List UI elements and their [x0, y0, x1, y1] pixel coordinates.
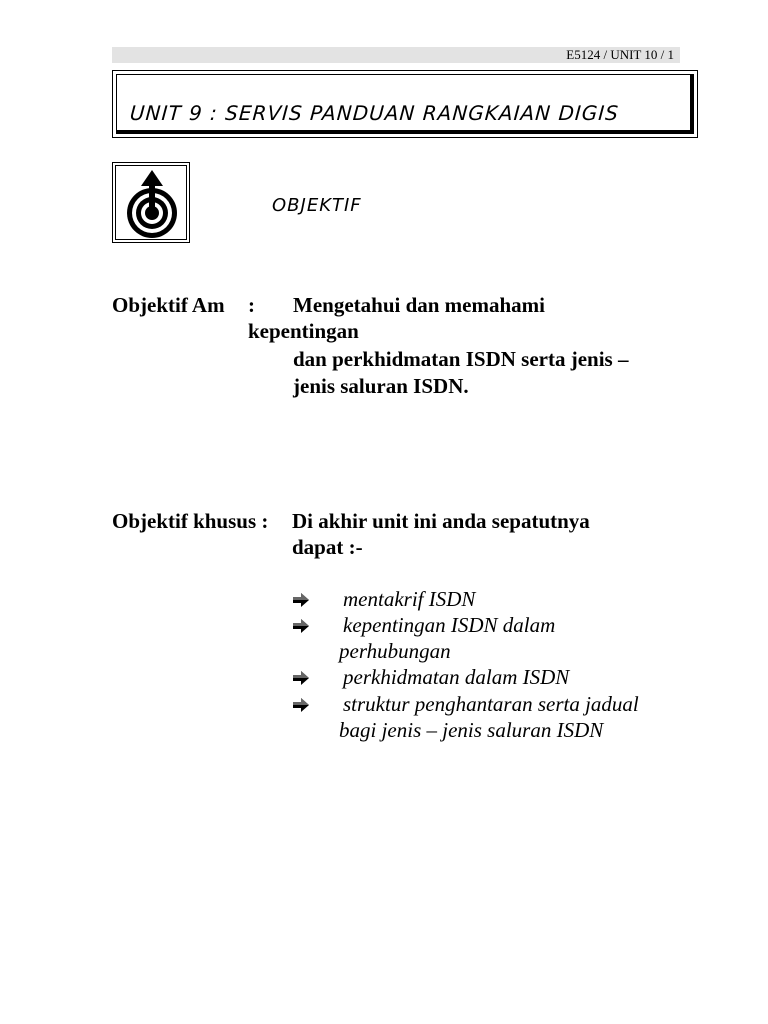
- objective-icon-box: [112, 162, 190, 243]
- list-item-text: struktur penghantaran serta jadual: [343, 692, 639, 716]
- page-code: E5124 / UNIT 10 / 1: [566, 47, 674, 62]
- arrow-down-right-icon: [293, 619, 309, 633]
- objektif-am-line: jenis saluran ISDN.: [293, 374, 469, 398]
- target-arrow-icon: [116, 166, 188, 241]
- objektif-am-line: dan perkhidmatan ISDN serta jenis –: [293, 347, 629, 371]
- unit-title: UNIT 9 : SERVIS PANDUAN RANGKAIAN DIGIS: [129, 101, 620, 125]
- arrow-down-right-icon: [293, 593, 309, 607]
- objektif-khusus-label: Objektif khusus :: [112, 509, 269, 533]
- list-item-text: kepentingan ISDN dalam: [343, 613, 556, 637]
- arrow-down-right-icon: [293, 671, 309, 685]
- list-item-continuation: perhubungan: [339, 639, 451, 663]
- objektif-khusus-line: dapat :-: [292, 535, 363, 559]
- list-item-continuation: bagi jenis – jenis saluran ISDN: [339, 718, 604, 742]
- list-item-text: mentakrif ISDN: [343, 587, 476, 611]
- objektif-khusus-line: Di akhir unit ini anda sepatutnya: [292, 509, 590, 533]
- unit-title-box: [112, 70, 698, 138]
- list-item-text: perkhidmatan dalam ISDN: [343, 665, 570, 689]
- objective-heading: OBJEKTIF: [272, 195, 362, 216]
- objektif-am-colon: :: [248, 293, 255, 317]
- objektif-am-line: kepentingan: [248, 319, 359, 343]
- unit-title-frame: [116, 74, 694, 134]
- objektif-am-label: Objektif Am: [112, 293, 225, 317]
- objektif-am-line: Mengetahui dan memahami: [293, 293, 545, 317]
- page-header-bar: [112, 47, 680, 63]
- arrow-down-right-icon: [293, 698, 309, 712]
